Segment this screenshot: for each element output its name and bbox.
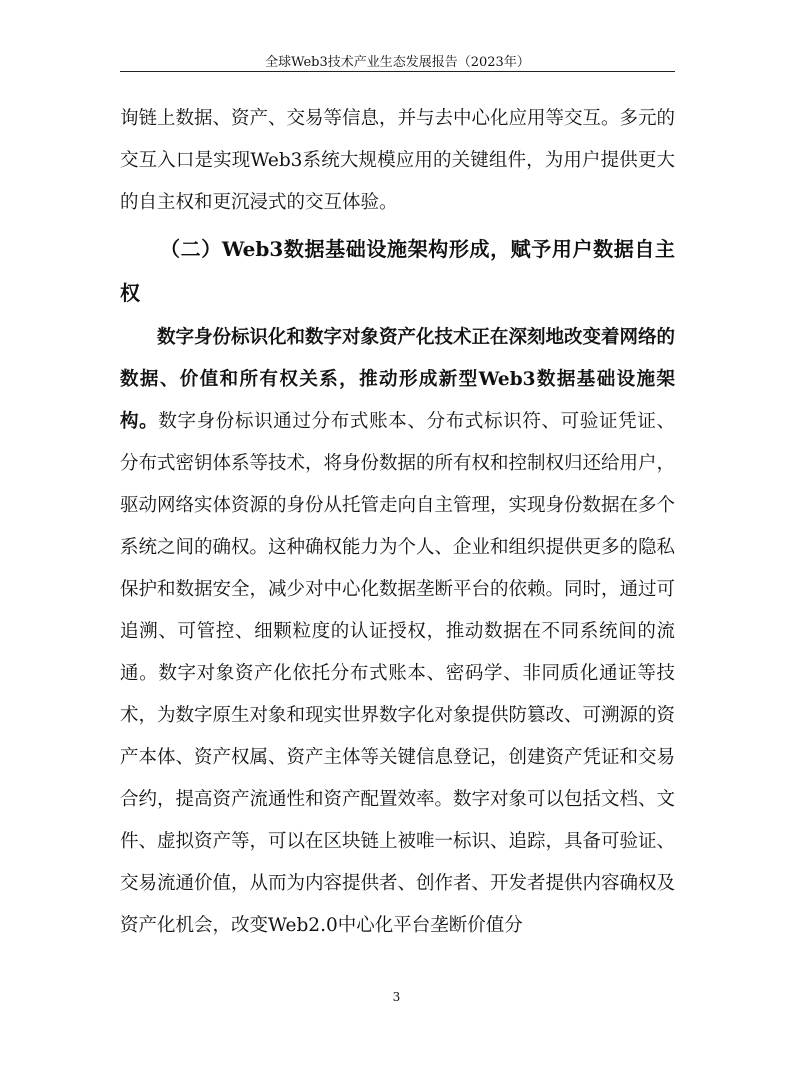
paragraph-lead-sentence: 数字身份标识化和数字对象资产化技术正在深刻地改变着网络的数据、价值和所有权关系，推动形成新型Web3数据基础设施架构。 [120,327,676,432]
paragraph-data-infrastructure [120,317,675,947]
page-number: 3 [392,990,401,1004]
section-heading: （二）Web3数据基础设施架构形成，赋予用户数据自主权 [120,237,675,305]
running-header: 全球Web3技术产业生态发展报告（2023年） [265,55,530,70]
paragraph-body-text: 数字身份标识通过分布式账本、分布式标识符、可验证凭证、分布式密钥体系等技术，将身份数据的所有权和控制权归还给用户，驱动网络实体资源的身份从托管走向自主管理，实现身份数据在多个系统之间的确权。这种确权能力为个人、企业和组织提供更多的隐私保护和数据安全，减少对中心化数据垄断平台的依赖。同时，通过可追溯、可管控、细颗粒度的认证授权，推动数据在不同系统间的流通。数字对象资产化依托分布式账本、密码学、非同质化通证等技术，为数字原生对象和现实世界数字化对象提供防篡改、可溯源的资产本体、资产权属、资产主体等关键信息登记，创建资产凭证和交易合约，提高资产流通性和资产配置效率。数字对象可以包括文档、文件、虚拟资产等，可以在区块链上被唯一标识、追踪，具备可验证、交易流通价值，从而为内容提供者、创作者、开发者提供内容确权及资产化机会，改变Web2.0中心化平台垄断价值分 [120,411,676,936]
paragraph-continued: 询链上数据、资产、交易等信息，并与去中心化应用等交互。多元的交互入口是实现Web3系统大规模应用的关键组件，为用户提供更大的自主权和更沉浸式的交互体验。 [120,108,676,213]
header-rule [120,71,675,72]
document-body [120,98,675,947]
